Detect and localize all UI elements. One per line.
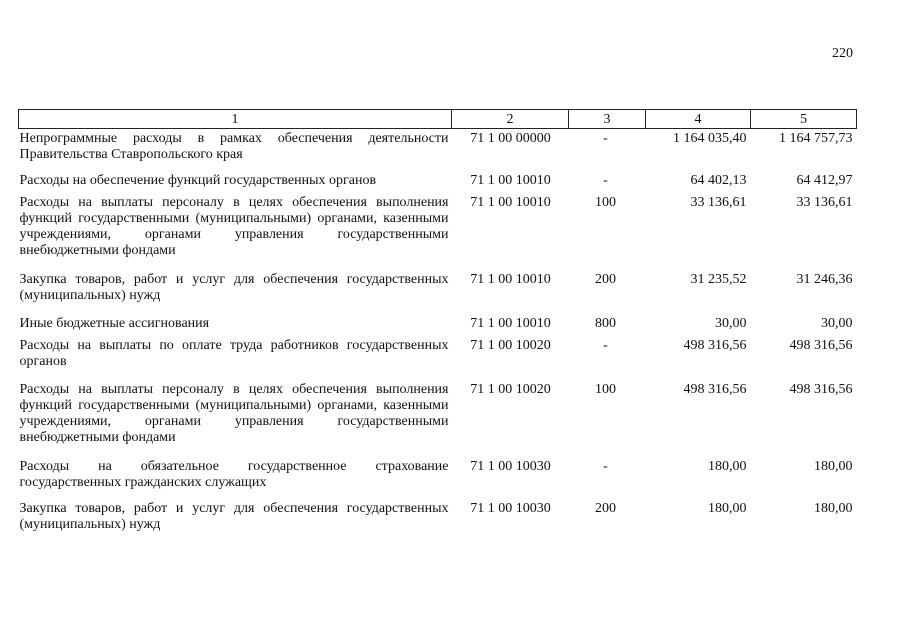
- table-row: [19, 499, 857, 541]
- row-expense-type: -: [603, 459, 608, 474]
- header-row: [19, 110, 857, 129]
- table-row: [19, 457, 857, 499]
- row-expense-type: 200: [595, 501, 616, 516]
- row-code: 71 1 00 10020: [470, 382, 551, 397]
- row-name: Непрограммные расходы в рамках обеспечения деятельности Правительства Ставропольского края: [19, 131, 449, 162]
- row-amount-1: 498 316,56: [683, 338, 747, 353]
- header-col-4: 4: [646, 110, 751, 129]
- table-header: [19, 110, 857, 129]
- row-name: Расходы на выплаты по оплате труда работников государственных органов: [19, 338, 449, 369]
- table-row: [19, 380, 857, 457]
- table-body: [19, 129, 857, 542]
- budget-table: [18, 109, 857, 541]
- row-amount-2: 1 164 757,73: [779, 131, 853, 146]
- row-code: 71 1 00 10020: [470, 338, 551, 353]
- header-col-1: 1: [19, 110, 452, 129]
- row-code: 71 1 00 10030: [470, 459, 551, 474]
- row-name: Расходы на выплаты персоналу в целях обеспечения выполнения функций государственными (муниципальными) органами, казенными учреждениями, органами управления государственными внебюджетными фондами: [19, 195, 449, 258]
- header-col-5: 5: [751, 110, 857, 129]
- row-code: 71 1 00 10010: [470, 195, 551, 210]
- row-amount-2: 498 316,56: [789, 382, 853, 397]
- row-expense-type: -: [603, 338, 608, 353]
- row-expense-type: -: [603, 131, 608, 146]
- row-amount-1: 498 316,56: [683, 382, 747, 397]
- row-code: 71 1 00 10010: [470, 272, 551, 287]
- table-row: [19, 193, 857, 270]
- row-name: Расходы на выплаты персоналу в целях обеспечения выполнения функций государственными (муниципальными) органами, казенными учреждениями, органами управления государственными внебюджетными фондами: [19, 382, 449, 445]
- header-col-2: 2: [452, 110, 569, 129]
- row-expense-type: -: [603, 173, 608, 188]
- row-name: Иные бюджетные ассигнования: [19, 316, 210, 331]
- row-code: 71 1 00 10010: [470, 316, 551, 331]
- table-row: [19, 336, 857, 380]
- row-expense-type: 800: [595, 316, 616, 331]
- row-amount-1: 1 164 035,40: [673, 131, 747, 146]
- table-row: [19, 171, 857, 193]
- row-amount-2: 180,00: [814, 459, 853, 474]
- table-row: [19, 314, 857, 336]
- row-name: Расходы на обеспечение функций государственных органов: [19, 173, 377, 188]
- row-amount-2: 498 316,56: [789, 338, 853, 353]
- row-code: 71 1 00 10030: [470, 501, 551, 516]
- row-name: Закупка товаров, работ и услуг для обеспечения государственных (муниципальных) нужд: [19, 272, 449, 303]
- row-amount-1: 33 136,61: [690, 195, 747, 210]
- row-amount-1: 30,00: [715, 316, 747, 331]
- row-expense-type: 100: [595, 195, 616, 210]
- row-amount-1: 180,00: [708, 459, 747, 474]
- row-amount-1: 180,00: [708, 501, 747, 516]
- row-amount-2: 30,00: [821, 316, 853, 331]
- row-expense-type: 200: [595, 272, 616, 287]
- row-code: 71 1 00 10010: [470, 173, 551, 188]
- row-expense-type: 100: [595, 382, 616, 397]
- header-col-3: 3: [569, 110, 646, 129]
- row-name: Расходы на обязательное государственное страхование государственных гражданских служащих: [19, 459, 449, 490]
- row-amount-2: 33 136,61: [796, 195, 853, 210]
- row-name: Закупка товаров, работ и услуг для обеспечения государственных (муниципальных) нужд: [19, 501, 449, 532]
- row-amount-1: 64 402,13: [690, 173, 747, 188]
- row-amount-2: 180,00: [814, 501, 853, 516]
- table-row: [19, 270, 857, 314]
- page-number: 220: [832, 46, 853, 61]
- row-amount-2: 64 412,97: [796, 173, 853, 188]
- row-amount-1: 31 235,52: [690, 272, 747, 287]
- table-row: [19, 129, 857, 172]
- row-code: 71 1 00 00000: [470, 131, 551, 146]
- row-amount-2: 31 246,36: [796, 272, 853, 287]
